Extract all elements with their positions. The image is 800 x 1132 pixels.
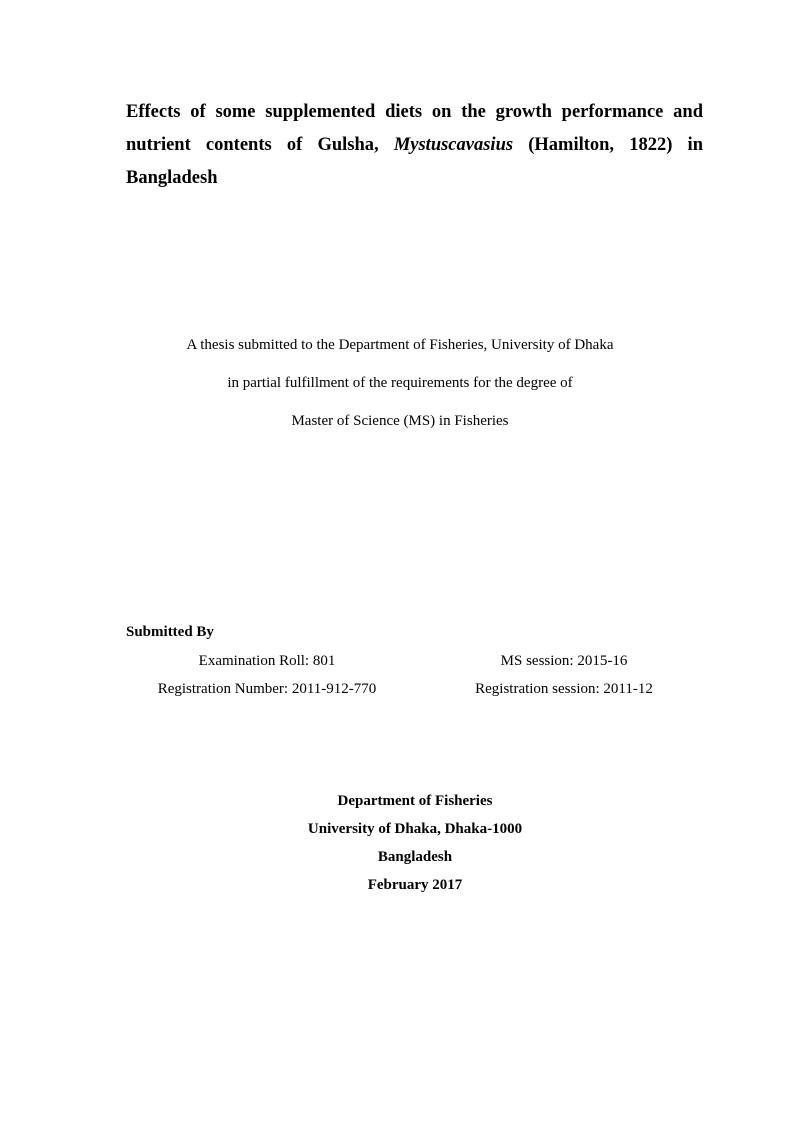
submission-date: February 2017 <box>367 877 463 893</box>
thesis-title-line-2-prefix: nutrient contents of Gulsha, <box>126 135 394 155</box>
statement-line-2: in partial fulfillment of the requirements for the degree of <box>227 375 573 391</box>
country: Bangladesh <box>377 849 453 865</box>
university-address: University of Dhaka, Dhaka-1000 <box>307 821 523 837</box>
statement-line-1: A thesis submitted to the Department of Fisheries, University of Dhaka <box>186 337 614 353</box>
thesis-title-line-2 <box>126 129 703 162</box>
submitted-by-heading: Submitted By <box>126 624 214 640</box>
thesis-title <box>126 96 703 195</box>
species-name: Mystuscavasius <box>393 135 514 155</box>
thesis-title-line-1: Effects of some supplemented diets on the growth performance and <box>126 102 703 122</box>
thesis-title-line-2-suffix: (Hamilton, 1822) in <box>513 135 703 155</box>
registration-number: Registration Number: 2011-912-770 <box>157 681 377 697</box>
ms-session: MS session: 2015-16 <box>500 653 628 669</box>
thesis-title-line-3: Bangladesh <box>126 168 218 188</box>
examination-roll: Examination Roll: 801 <box>198 653 336 669</box>
registration-session: Registration session: 2011-12 <box>475 681 653 697</box>
statement-line-3: Master of Science (MS) in Fisheries <box>291 413 509 429</box>
department-name: Department of Fisheries <box>337 793 493 809</box>
